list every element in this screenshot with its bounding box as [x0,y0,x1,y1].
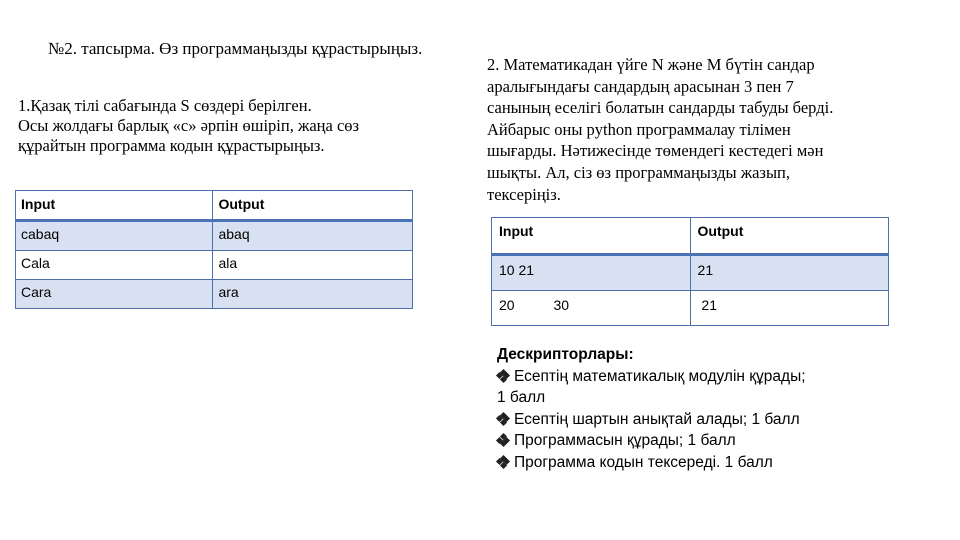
task2-line: шықты. Ал, сіз өз программаңызды жазып, [487,162,790,182]
table-row [492,255,889,291]
task1-line: Осы жолдағы барлық «с» әрпін өшіріп, жаңа сөз [18,116,360,135]
table-header-row [492,218,889,255]
table-row [492,291,889,326]
table-row [16,251,413,280]
descriptor-text: Есептің математикалық модулін құрады; [514,367,806,385]
task2-line: аралығындағы сандардың арасынан 3 пен 7 [487,76,794,96]
cell-input: 10 21 [492,255,691,291]
four-diamond-bullet-icon [497,413,509,425]
cell-output: 21 [690,291,888,326]
four-diamond-bullet-icon [497,370,509,382]
cell-input: Cara [16,280,213,309]
task2-line: тексеріңіз. [487,184,561,204]
table-row [16,280,413,309]
task2-line: шығарды. Нәтижесінде төмендегі кестедегі мән [487,141,824,161]
descriptor-item-continuation: 1 балл [497,389,546,407]
four-diamond-bullet-icon [497,434,509,446]
header-output: Output [213,191,413,221]
descriptors-heading: Дескрипторлары: [497,346,634,363]
descriptor-item [497,430,897,452]
table-row [16,221,413,251]
cell-output: ara [213,280,413,309]
descriptor-item [497,409,897,431]
header-input: Input [16,191,213,221]
four-diamond-bullet-icon [497,456,509,468]
descriptor-text: Программа кодын тексереді. 1 балл [514,453,773,471]
header-input: Input [492,218,691,255]
cell-input: Cala [16,251,213,280]
descriptor-text: Программасын құрады; 1 балл [514,432,736,450]
task2-line: Айбарыс оны python программалау тілімен [487,119,791,139]
descriptor-item [497,452,897,474]
table-header-row [16,191,413,221]
cell-input: 20 30 [492,291,691,326]
cell-output: abaq [213,221,413,251]
task-title: №2. тапсырма. Өз программаңызды құрастырыңыз. [48,39,423,58]
task2-io-table [491,217,889,326]
descriptor-item [497,366,897,388]
descriptors-block [497,344,897,474]
task2-line: санының еселігі болатын сандарды табуды берді. [487,98,834,118]
cell-input: cabaq [16,221,213,251]
task1-description [18,96,468,156]
task2-line: 2. Математикадан үйге N және M бүтін сандар [487,55,815,74]
cell-output: 21 [690,255,888,291]
cell-output: ala [213,251,413,280]
task1-line: құрайтын программа кодын құрастырыңыз. [18,136,325,155]
descriptor-text: Есептің шартын анықтай алады; 1 балл [514,410,800,428]
task2-description [487,54,927,205]
task1-line: 1.Қазақ тілі сабағында S сөздері берілген. [18,96,312,115]
task1-io-table [15,190,413,309]
header-output: Output [690,218,888,255]
